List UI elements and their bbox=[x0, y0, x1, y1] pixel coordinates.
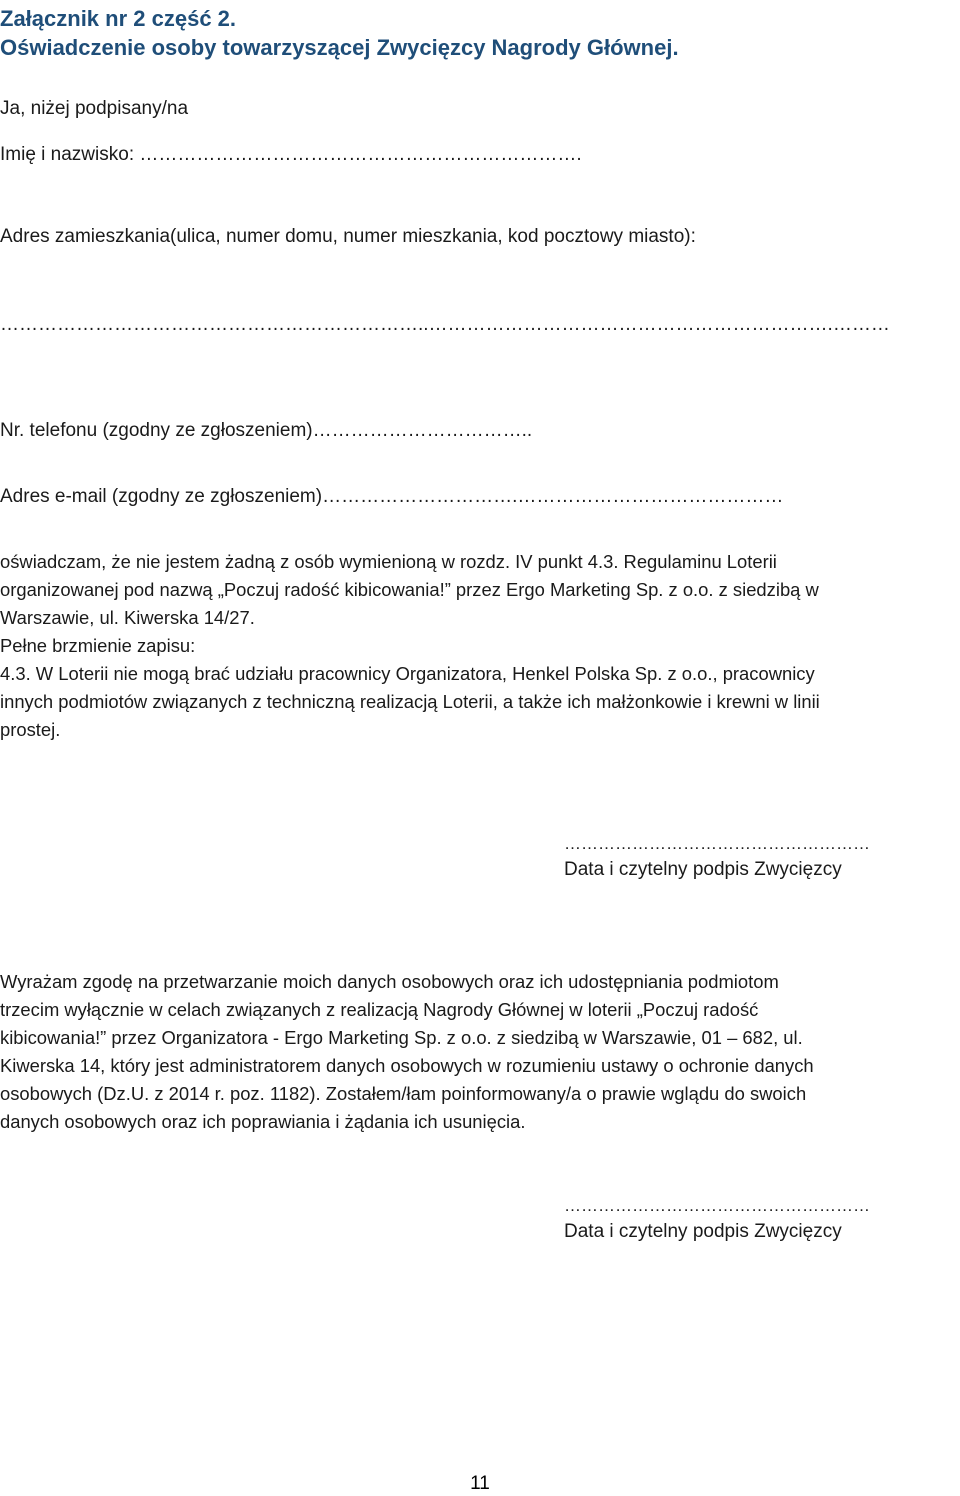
rule-line: 4.3. W Loterii nie mogą brać udziału pracownicy Organizatora, Henkel Polska Sp. z o.o., pracownicy bbox=[0, 663, 815, 684]
phone-field: Nr. telefonu (zgodny ze zgłoszeniem)…………………………….. bbox=[0, 420, 533, 441]
declaration-line: Warszawie, ul. Kiwerska 14/27. bbox=[0, 607, 255, 628]
signature-line: ……………………………………………… bbox=[564, 834, 870, 853]
declaration-line: oświadczam, że nie jestem żadną z osób wymienioną w rozdz. IV punkt 4.3. Regulaminu Loterii bbox=[0, 551, 777, 572]
document-title: Oświadczenie osoby towarzyszącej Zwycięzcy Nagrody Głównej. bbox=[0, 35, 679, 60]
address-field: …………………………………………………………..……………………………………………………….……… bbox=[0, 314, 890, 335]
consent-line: Kiwerska 14, który jest administratorem danych osobowych w rozumieniu ustawy o ochronie danych bbox=[0, 1055, 814, 1076]
name-field: Imię i nazwisko: ……………………………………………………………. bbox=[0, 144, 582, 165]
consent-line: Wyrażam zgodę na przetwarzanie moich danych osobowych oraz ich udostępniania podmiotom bbox=[0, 971, 779, 992]
full-text-label: Pełne brzmienie zapisu: bbox=[0, 635, 196, 656]
address-label: Adres zamieszkania(ulica, numer domu, numer mieszkania, kod pocztowy miasto): bbox=[0, 226, 696, 247]
consent-line: danych osobowych oraz ich poprawiania i żądania ich usunięcia. bbox=[0, 1111, 526, 1132]
declaration-line: organizowanej pod nazwą „Poczuj radość kibicowania!” przez Ergo Marketing Sp. z o.o. z siedzibą w bbox=[0, 579, 819, 600]
signature-line: ……………………………………………… bbox=[564, 1196, 870, 1215]
email-field: Adres e-mail (zgodny ze zgłoszeniem)………………………….…………………………………… bbox=[0, 486, 784, 507]
signature-label: Data i czytelny podpis Zwycięzcy bbox=[564, 859, 842, 880]
attachment-title: Załącznik nr 2 część 2. bbox=[0, 6, 237, 31]
rule-line: prostej. bbox=[0, 719, 61, 740]
signature-label: Data i czytelny podpis Zwycięzcy bbox=[564, 1221, 842, 1242]
consent-line: trzecim wyłącznie w celach związanych z realizacją Nagrody Głównej w loterii „Poczuj radość bbox=[0, 999, 759, 1020]
page-number: 11 bbox=[470, 1473, 490, 1494]
declaration-paragraph bbox=[0, 548, 958, 744]
consent-line: osobowych (Dz.U. z 2014 r. poz. 1182). Zostałem/łam poinformowany/a o prawie wglądu do swoich bbox=[0, 1083, 807, 1104]
intro-text: Ja, niżej podpisany/na bbox=[0, 98, 189, 119]
consent-paragraph bbox=[0, 968, 958, 1136]
rule-line: innych podmiotów związanych z techniczną realizacją Loterii, a także ich małżonkowie i krewni w linii bbox=[0, 691, 820, 712]
consent-line: kibicowania!” przez Organizatora - Ergo Marketing Sp. z o.o. z siedzibą w Warszawie, 01 – 682, ul. bbox=[0, 1027, 803, 1048]
